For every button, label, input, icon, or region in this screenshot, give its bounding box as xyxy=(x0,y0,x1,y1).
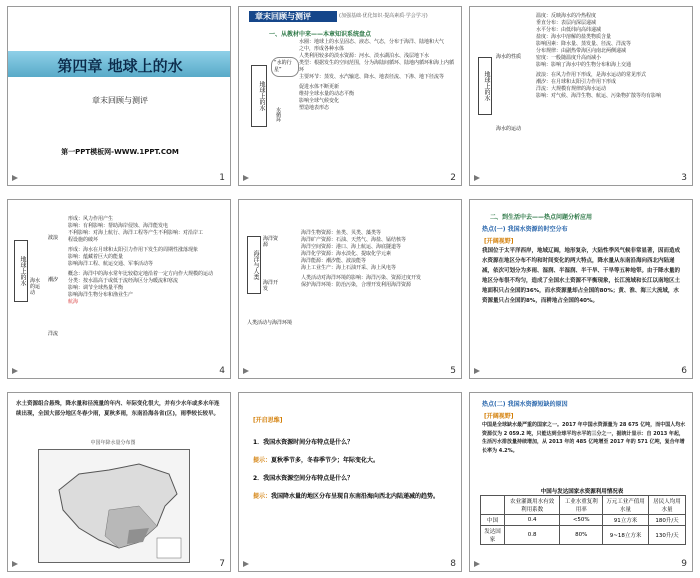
table-header-cell: 万元工业产值用水量 xyxy=(603,496,649,515)
body-paragraph: 水土资源组合悬殊，降水量和径流量的年内、年际变化很大，并有少水年或多水年连续出现，全国大部分地区冬春少雨，夏秋多雨，东南沿海各省(区)，雨季较长较早。 xyxy=(16,401,220,417)
branch-development: 海洋开发 xyxy=(263,280,279,292)
slide-header xyxy=(239,7,461,25)
hot-topic-heading: 热点(一) 我国水资源的时空分布 xyxy=(482,226,568,233)
root-node: 海洋与人类 xyxy=(247,236,261,294)
table-row xyxy=(481,526,686,545)
table-cell: 0.4 xyxy=(504,515,559,526)
map-line: 形成：海水在月球和太阳引力作用下发生的周期性涨落现象 xyxy=(68,247,199,253)
slide-thumbnail-8[interactable] xyxy=(238,392,462,572)
hint-label: 提示： xyxy=(253,493,272,500)
slide-title: 第四章 地球上的水 xyxy=(57,57,183,75)
table-header-row xyxy=(481,496,686,515)
slide-transition-icon xyxy=(473,560,481,568)
table-header-cell: 农业灌溉用水有效利用系数 xyxy=(504,496,559,515)
slide-number: 5 xyxy=(450,366,456,376)
map-line: 海洋矿产资源：石油、天然气、海盐、锰结核等 xyxy=(301,237,407,243)
table-cell: 180升/天 xyxy=(649,515,686,526)
concept-map-lines xyxy=(301,230,459,289)
slide-thumbnail-5[interactable] xyxy=(238,199,462,379)
branch-environment: 人类活动与海洋环境 xyxy=(247,320,293,326)
sub-heading: [开阔视野] xyxy=(484,238,514,245)
map-line: 形成：风力作用产生 xyxy=(68,216,114,222)
table-header-cell xyxy=(481,496,505,515)
map-line: 影响：调节全球热量平衡 xyxy=(68,285,124,291)
header-title: 章末回顾与测评 xyxy=(249,11,337,22)
map-line: 海洋生物资源：鱼类、贝类、藻类等 xyxy=(301,230,382,236)
map-line: 主要环节：蒸发、水汽输送、降水、地表径流、下渗、地下径流等 xyxy=(299,74,445,80)
branch-sea-properties: 海水的性质 xyxy=(496,54,522,60)
question-1: 1．我国水资源时间分布特点是什么？ xyxy=(253,439,354,446)
sub-heading: [开阔视野] xyxy=(484,413,514,420)
map-line: 海洋能源：潮汐能、波浪能等 xyxy=(301,258,367,264)
map-line: 洋流：大规模有规律的海水运动 xyxy=(536,86,607,92)
map-line: 水平分布：由低纬向高纬递减 xyxy=(536,27,602,33)
answer-1 xyxy=(253,455,453,464)
table-cell: 80% xyxy=(560,526,603,545)
group-tides: 潮汐 xyxy=(48,277,59,283)
slide-thumbnail-2[interactable] xyxy=(238,6,462,186)
slide-thumbnail-6[interactable] xyxy=(469,199,693,379)
map-line: 之中，形成各种水体 xyxy=(299,46,345,52)
group-head: 海水的运动 xyxy=(30,278,41,296)
map-line: 影响：影响了海水中的生物分布和海上交通 xyxy=(536,62,632,68)
table-row xyxy=(481,515,686,526)
section-heading: 一、从教材中来——本章知识系统盘点 xyxy=(269,31,372,38)
map-line: 影响：对气候、海洋生物、航运、污染物扩散等均有影响 xyxy=(536,93,662,99)
slide-thumbnail-4[interactable] xyxy=(7,199,231,379)
hint-label: 提示： xyxy=(253,457,272,464)
table-cell: 发达国家 xyxy=(481,526,505,545)
map-line: 塑造地表形态 xyxy=(299,105,330,111)
map-line: 分布规律：由副热带海区向南北两侧递减 xyxy=(536,48,627,54)
concept-map-lines xyxy=(68,216,228,306)
slide-transition-icon xyxy=(11,174,19,182)
thinking-tag: [开启思维] xyxy=(253,417,283,424)
hot-topic-heading: 热点(二) 我国水资源短缺的原因 xyxy=(482,401,568,408)
slide-thumbnail-7[interactable] xyxy=(7,392,231,572)
map-line: 水圈：地球上的水呈固态、液态、气态，分布于海洋、陆地和大气 xyxy=(299,39,445,45)
map-caption: 中国年降水量分布图 xyxy=(90,440,136,446)
slide-transition-icon xyxy=(473,174,481,182)
table-cell: 中国 xyxy=(481,515,505,526)
table-cell: <50% xyxy=(560,515,603,526)
table-header-cell: 居民人均用水量 xyxy=(649,496,686,515)
slide-subtitle: 章末回顾与测评 xyxy=(92,96,148,105)
map-line: 潮汐：在月球和太阳引力作用下形成 xyxy=(536,79,617,85)
china-map-outline xyxy=(39,450,189,562)
table-cell: 0.8 xyxy=(504,526,559,545)
branch-resources: 海洋资源 xyxy=(263,236,279,248)
map-line: 影响：蕴藏着巨大的能量 xyxy=(68,254,124,260)
table-cell: 9~18立方米 xyxy=(603,526,649,545)
branch-sea-motion: 海水的运动 xyxy=(496,126,522,132)
map-line: 影响海洋工程、航运交通、军事活动等 xyxy=(68,261,154,267)
map-line: 不利影响：对海上航行、海洋工程等产生不利影响：对沿岸工 xyxy=(68,230,204,236)
map-line: 保护海洋环境：防治污染，合理开发利用海洋资源 xyxy=(301,282,412,288)
slide-transition-icon xyxy=(242,560,250,568)
slide-number: 6 xyxy=(681,366,687,376)
table-cell: 130升/天 xyxy=(649,526,686,545)
slide-thumbnail-9[interactable] xyxy=(469,392,693,572)
table-title: 中国与发达国家水资源利用情况表 xyxy=(540,489,624,495)
table-header-cell: 工业水重复利用率 xyxy=(560,496,603,515)
slide-transition-icon xyxy=(11,367,19,375)
group-currents: 洋流 xyxy=(48,331,59,337)
slide-number: 8 xyxy=(450,559,456,569)
map-line: 温度：反映海水的冷热程度 xyxy=(536,13,597,19)
section-heading: 二、到生活中去——热点问题分析应用 xyxy=(490,214,593,221)
slide-thumbnail-3[interactable] xyxy=(469,6,693,186)
question-2: 2．我国水资源空间分布特点是什么？ xyxy=(253,475,354,482)
map-line: 海上工业生产：海上石油开采、海上风电等 xyxy=(301,265,397,271)
slide-transition-icon xyxy=(242,367,250,375)
map-line: 人类利用较多的淡水资源：河水、淡水湖泊水、浅层地下水 xyxy=(299,53,430,59)
map-line: 密度：一般随温度升高而减小 xyxy=(536,55,602,61)
slide-number: 7 xyxy=(219,559,225,569)
body-paragraph: 我国位于太平洋西岸，地域辽阔，地形复杂，大陆性季风气候非常显著，因而造成水资源在地区分布不均和时间变化的两大特点，降水量从东南沿海向西北内陆递减，依次可划分为多雨、湿润、半湿润、半干旱、干旱等五种地带。由于降水量的地区分布很不均匀，造成了全国水土资源不平衡现象，长江流域和长江以南地区土地面积只占全国的36%，而水资源量却占全国的80%；黄、淮、海三大流域，水资源量只占全国的8%，而耕地占全国的40%。 xyxy=(482,248,681,304)
comparison-table xyxy=(480,495,686,545)
concept-map-lines xyxy=(536,13,690,100)
answer-2 xyxy=(253,491,453,503)
concept-map-lines xyxy=(299,39,457,112)
slide-transition-icon xyxy=(473,367,481,375)
slide-number: 3 xyxy=(681,173,687,183)
node-water-planet: “水的行星” xyxy=(271,57,299,77)
map-line: 海洋化学资源：海水淡化、提取化学元素 xyxy=(301,251,392,257)
map-line: 分类：按水温高于或低于流经海区分为暖流和寒流 xyxy=(68,278,179,284)
group-waves: 波浪 xyxy=(48,235,59,241)
map-line: 维持全球水量的动态平衡 xyxy=(299,91,355,97)
map-line: 类型：根据发生的空间范围，分为海陆间循环、陆地内循环和海上内循环 xyxy=(299,60,455,73)
precipitation-map xyxy=(38,449,190,563)
slide-transition-icon xyxy=(11,560,19,568)
slide-thumbnail-1[interactable] xyxy=(7,6,231,186)
map-line: 航海 xyxy=(68,299,79,305)
slide-number: 1 xyxy=(219,173,225,183)
map-line: 影响因素：降水量、蒸发量、径流、洋流等 xyxy=(536,41,632,47)
root-node: 地球上的水 xyxy=(251,65,267,127)
slide-number: 9 xyxy=(681,559,687,569)
slide-number: 2 xyxy=(450,173,456,183)
map-line: 影响：有利影响：帮助海岸侵蚀、海洋能发电 xyxy=(68,223,169,229)
root-node: 地球上的水 xyxy=(478,57,492,115)
map-line: 盐度：海水中溶解的盐类物质含量 xyxy=(536,34,612,40)
map-line: 波浪：在风力作用下形成，是海水运动的常见形式 xyxy=(536,72,647,78)
map-line: 海洋空间资源：港口、海上航运、海底隧道等 xyxy=(301,244,402,250)
map-line: 促进水体不断更新 xyxy=(299,84,340,90)
map-line: 程设施的破坏 xyxy=(68,237,99,243)
slide-footer: 第一PPT模板网-WWW.1PPT.COM xyxy=(61,148,179,156)
slide-number: 4 xyxy=(219,366,225,376)
node-water-cycle: 水循环 xyxy=(275,107,281,122)
body-paragraph: 中国是全球缺水最严重的国家之一。2017 年中国水资源量为 28 675 亿吨，而中国人均水资源仅为 2 059.2 吨，只能达到全球平均水平的三分之一，据统计显示：自 2013 年起，生活污水排放量持续增加，从 2013 年的 485 亿吨增至 2017 年的 571 亿吨，复合年增长率为 4.2%。 xyxy=(482,422,686,454)
map-line: 概念：海洋中的海水常年比较稳定地沿着一定方向作大规模的运动 xyxy=(68,271,214,277)
root-node: 地球上的水 xyxy=(14,240,28,302)
header-note: (加强基础·优化知识·提高素质·学会学习) xyxy=(339,13,428,19)
slide-transition-icon xyxy=(242,174,250,182)
answer-text: 我国降水量的地区分布呈现自东南沿海向西北内陆递减的趋势。 xyxy=(271,493,440,500)
answer-text: 夏秋季节多，冬春季节少；年际变化大。 xyxy=(271,457,380,464)
map-line: 影响海洋生物分布和渔业生产 xyxy=(68,292,134,298)
table-cell: 91立方米 xyxy=(603,515,649,526)
map-line: 人类活动对海洋环境的影响：海洋污染、资源过度开发 xyxy=(301,275,422,281)
map-line: 影响全球气候变化 xyxy=(299,98,340,104)
map-line: 垂直分布：表层向深层递减 xyxy=(536,20,597,26)
